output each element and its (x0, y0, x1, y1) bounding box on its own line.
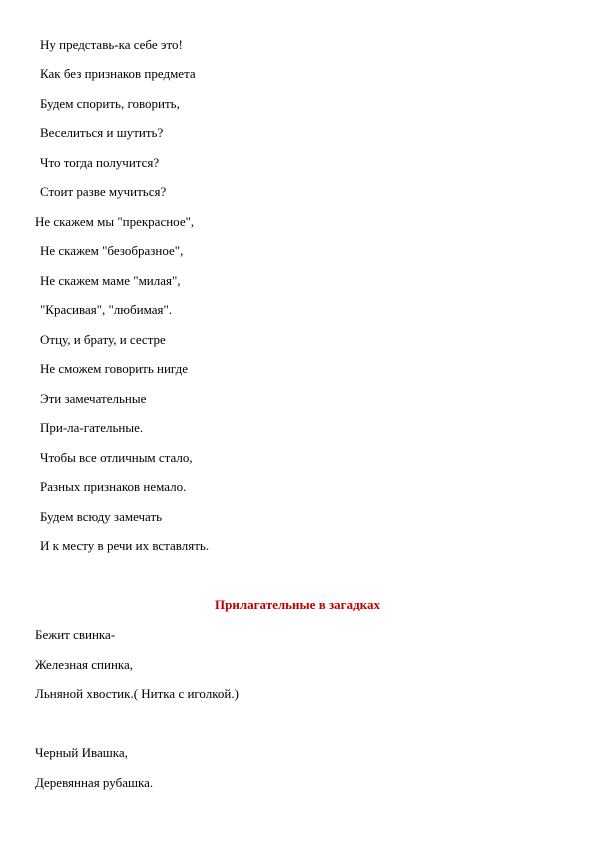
poem-line: При-ла-гательные. (40, 420, 144, 435)
poem-line: Не скажем мы "прекрасное", (35, 214, 195, 229)
poem-line: Ну представь-ка себе это! (40, 37, 183, 52)
poem-line: Будем спорить, говорить, (40, 96, 180, 111)
poem-line: Отцу, и брату, и сестре (40, 332, 166, 347)
poem-line: Не сможем говорить нигде (40, 361, 188, 376)
poem-line: Стоит разве мучиться? (40, 184, 167, 199)
poem-line: Не скажем маме "милая", (40, 273, 181, 288)
poem-line: Разных признаков немало. (40, 479, 187, 494)
poem-line: Будем всюду замечать (40, 509, 163, 524)
poem-line: Чтобы все отличным стало, (40, 450, 193, 465)
poem-line: "Красивая", "любимая". (40, 302, 173, 317)
poem-line: Эти замечательные (40, 391, 147, 406)
riddle-line: Железная спинка, (35, 657, 134, 672)
poem-line: Что тогда получится? (40, 155, 160, 170)
riddle-line: Черный Ивашка, (35, 745, 128, 760)
riddle-line: Деревянная рубашка. (35, 775, 154, 790)
riddle-line: Бежит свинка- (35, 627, 116, 642)
riddle-line: Льняной хвостик.( Нитка с иголкой.) (35, 686, 239, 701)
poem-line: Веселиться и шутить? (40, 125, 164, 140)
poem-line: Не скажем "безобразное", (40, 243, 184, 258)
poem-line: И к месту в речи их вставлять. (40, 538, 210, 553)
poem-line: Как без признаков предмета (40, 66, 196, 81)
riddles-heading: Прилагательные в загадках (215, 597, 380, 612)
